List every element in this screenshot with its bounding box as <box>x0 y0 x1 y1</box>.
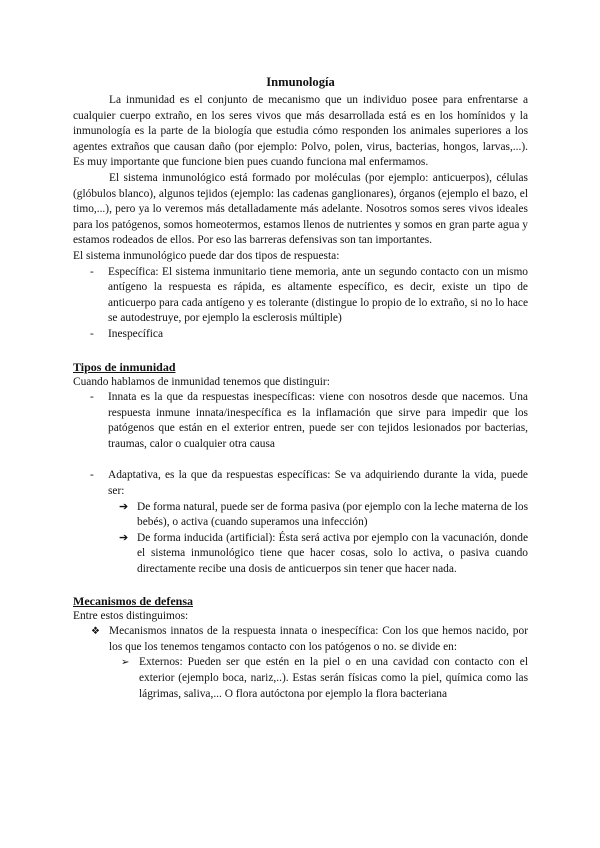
list-item <box>73 624 528 655</box>
arrow-bullet-icon: ➔ <box>119 500 129 513</box>
list-item <box>73 468 528 499</box>
mechanisms-sublist <box>73 655 528 702</box>
list-item-text: Inespecífica <box>108 327 164 340</box>
list-item <box>73 655 528 702</box>
document-body <box>73 74 528 702</box>
section-heading-mecanismos: Mecanismos de defensa <box>73 593 193 608</box>
adaptive-sublist <box>73 500 528 578</box>
mecanismos-lead: Entre estos distinguimos: <box>73 609 189 622</box>
spacer <box>73 452 528 468</box>
intro-paragraph-1: La inmunidad es el conjunto de mecanismo que un individuo posee para enfrentarse a cualquier cuerpo extraño, en los seres vivos que más desarrollada está es en los homínidos y la inmunología es la parte de la biología que estudia cómo responden los animales superiores a los agentes extraños que causan daño (por ejemplo: Polvo, polen, virus, bacterias, hongos, larvas,...). Es muy importante que funcione bien pues cuando funciona mal enfermamos. <box>73 94 528 169</box>
list-item-text: Adaptativa, es la que da respuestas específicas: Se va adquiriendo durante la vida, puede ser: <box>108 469 528 498</box>
page-title: Inmunología <box>266 75 335 89</box>
list-item-text: Mecanismos innatos de la respuesta innata o inespecífica: Con los que hemos nacido, por los que los tenemos tengamos contacto con los patógenos o no. se divide en: <box>109 625 528 653</box>
list-item <box>73 327 528 343</box>
list-item <box>73 265 528 327</box>
section-heading-tipos: Tipos de inmunidad <box>73 359 176 374</box>
tipos-lead: Cuando hablamos de inmunidad tenemos que distinguir: <box>73 375 330 388</box>
intro-paragraph-3: El sistema inmunológico puede dar dos tipos de respuesta: <box>73 249 340 262</box>
list-item-text: Específica: El sistema inmunitario tiene memoria, ante un segundo contacto con un mismo antígeno la respuesta es rápida, es altamente específico, es decir, existe un tipo de anticuerpo para cada antígeno y es tolerante (distingue lo propio de lo extraño, si no lo hace se autodestruye, por ejemplo la esclerosis múltiple) <box>108 265 528 325</box>
list-item-text: Innata es la que da respuestas inespecíficas: viene con nosotros desde que nacemos. Una respuesta inmune innata/inespecífica es la inflamación que sirve para impedir que los patógenos que están en el exterior entren, puede ser con tejidos lesionados por bacterias, traumas, calor o cualquier otra causa <box>108 391 528 450</box>
spacer <box>73 343 528 359</box>
triangle-bullet-icon: ➢ <box>121 657 130 669</box>
list-item-text: De forma inducida (artificial): Ésta será activa por ejemplo con la vacunación, donde el sistema inmunológico tiene que hacer cosas, solo lo activa, o pasiva cuando directamente recibe una dosis de anticuerpos sin tener que hacer nada. <box>137 531 528 576</box>
dash-bullet: - <box>90 469 94 482</box>
response-types-list <box>73 265 528 343</box>
diamond-bullet-icon: ❖ <box>91 626 100 638</box>
mechanisms-list <box>73 624 528 655</box>
list-item <box>73 500 528 531</box>
list-item <box>73 531 528 578</box>
intro-paragraph-2: El sistema inmunológico está formado por moléculas (por ejemplo: anticuerpos), células (glóbulos blanco), algunos tejidos (ejemplo: las cadenas ganglionares), órganos (ejemplo el bazo, el timo,...), pero ya lo veremos más detalladamente más adelante. Nosotros somos seres vivos ideales para los patógenos, somos homeotermos, estamos llenos de nutrientes y somos en gran parte agua y estamos rodeados de ellos. Por eso las barreras defensivas son tan importantes. <box>73 171 528 247</box>
immunity-types-list <box>73 390 528 452</box>
spacer <box>73 578 528 593</box>
immunity-types-list-2 <box>73 468 528 499</box>
list-item-text: Externos: Pueden ser que estén en la piel o en una cavidad con contacto con el exterior (ejemplo boca, nariz,..). Estas serán físicas como la piel, química como las lágrimas, saliva,... O flora autóctona por ejemplo la flora bacteriana <box>139 656 528 700</box>
dash-bullet: - <box>90 391 94 404</box>
list-item <box>73 390 528 452</box>
list-item-text: De forma natural, puede ser de forma pasiva (por ejemplo con la leche materna de los bebés), o activa (cuando superamos una infección) <box>137 500 528 529</box>
dash-bullet: - <box>90 327 94 340</box>
arrow-bullet-icon: ➔ <box>119 531 129 544</box>
dash-bullet: - <box>90 265 94 278</box>
